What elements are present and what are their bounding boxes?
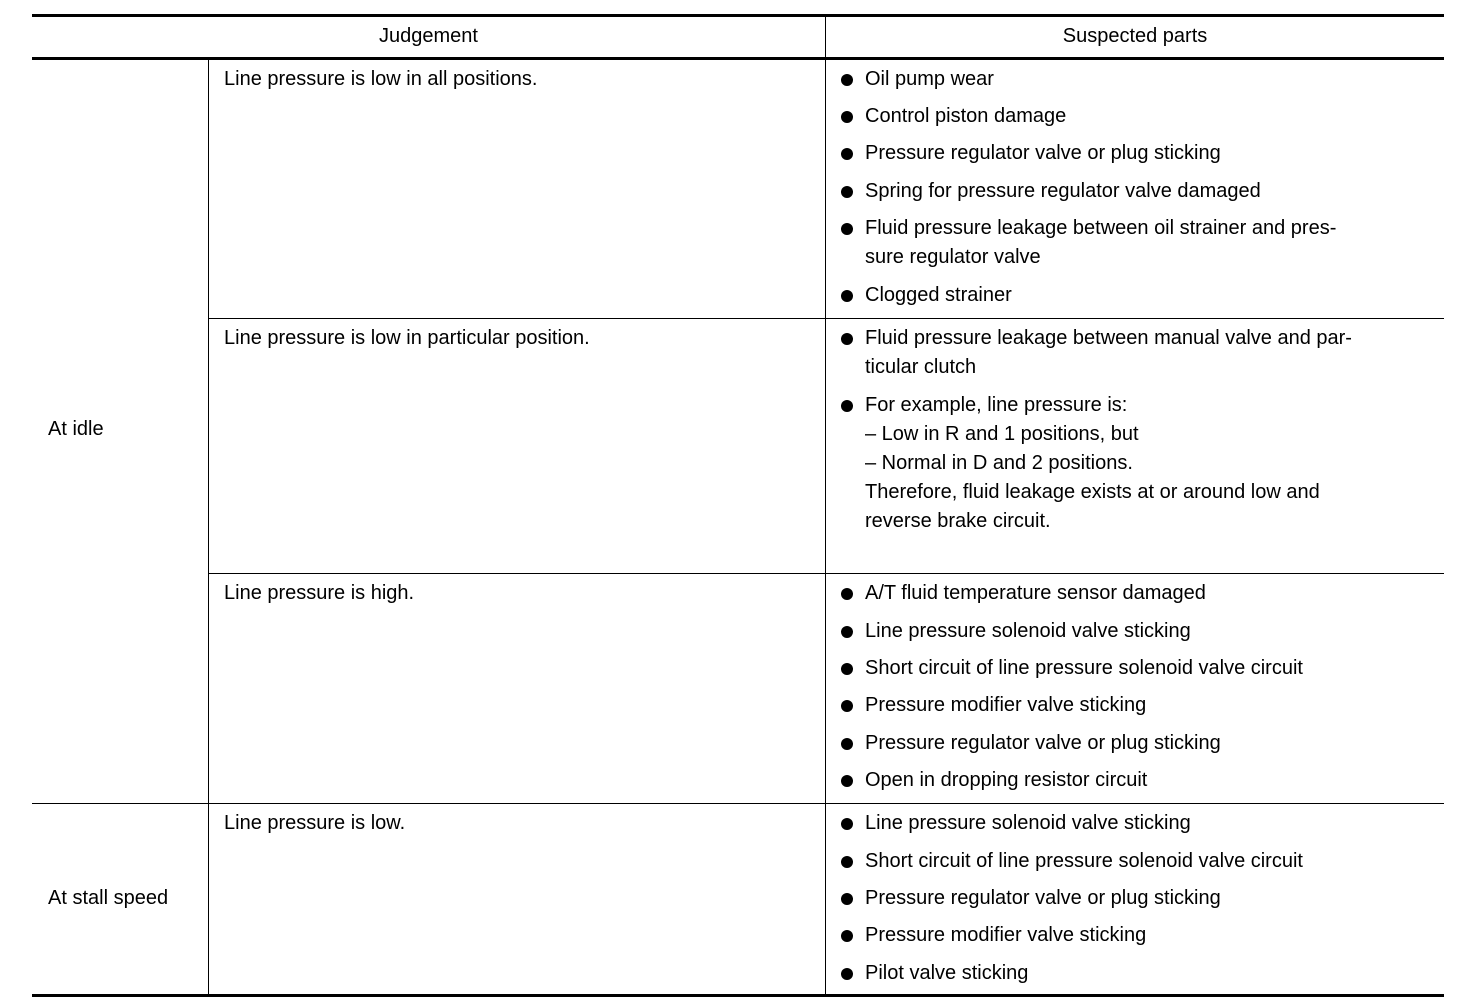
suspected-part-continuation: – Low in R and 1 positions, but: [865, 423, 1139, 445]
suspected-part: Pressure modifier valve sticking: [865, 694, 1147, 716]
judgement-cell: Line pressure is high.: [224, 582, 415, 604]
suspected-part: Line pressure solenoid valve sticking: [865, 620, 1191, 642]
bullet-icon: [841, 893, 853, 905]
bullet-icon: [841, 930, 853, 942]
bullet-icon: [841, 856, 853, 868]
suspected-part: Short circuit of line pressure solenoid valve circuit: [865, 850, 1303, 872]
suspected-part-continuation: Therefore, fluid leakage exists at or around low and: [865, 481, 1320, 503]
bullet-icon: [841, 400, 853, 412]
bullet-icon: [841, 968, 853, 980]
suspected-part: For example, line pressure is:: [865, 394, 1128, 416]
bullet-icon: [841, 333, 853, 345]
suspected-part: Pressure modifier valve sticking: [865, 924, 1147, 946]
suspected-part: Control piston damage: [865, 105, 1067, 127]
suspected-part-continuation: sure regulator valve: [865, 246, 1041, 268]
parts-column-divider: [825, 16, 826, 995]
bullet-icon: [841, 111, 853, 123]
suspected-part: A/T fluid temperature sensor damaged: [865, 582, 1206, 604]
header-suspected-parts: Suspected parts: [1062, 25, 1208, 47]
suspected-part: Line pressure solenoid valve sticking: [865, 812, 1191, 834]
suspected-part: Pressure regulator valve or plug sticking: [865, 732, 1221, 754]
suspected-part: Oil pump wear: [865, 68, 994, 90]
row-divider: [208, 318, 1444, 319]
bullet-icon: [841, 663, 853, 675]
suspected-part-continuation: reverse brake circuit.: [865, 510, 1051, 532]
suspected-part: Short circuit of line pressure solenoid valve circuit: [865, 657, 1303, 679]
bullet-icon: [841, 148, 853, 160]
suspected-part: Open in dropping resistor circuit: [865, 769, 1148, 791]
bullet-icon: [841, 700, 853, 712]
table-bottom-rule: [32, 994, 1444, 997]
suspected-part: Pressure regulator valve or plug sticking: [865, 142, 1221, 164]
row-divider: [208, 573, 1444, 574]
bullet-icon: [841, 626, 853, 638]
bullet-icon: [841, 223, 853, 235]
bullet-icon: [841, 186, 853, 198]
suspected-part: Pilot valve sticking: [865, 962, 1029, 984]
suspected-part: Clogged strainer: [865, 284, 1012, 306]
suspected-part: Fluid pressure leakage between oil strainer and pres-: [865, 217, 1337, 239]
group-divider: [32, 803, 1444, 804]
bullet-icon: [841, 738, 853, 750]
condition-column-divider: [208, 59, 209, 995]
suspected-part: Fluid pressure leakage between manual valve and par-: [865, 327, 1352, 349]
condition-cell: At stall speed: [48, 887, 169, 909]
suspected-part-continuation: – Normal in D and 2 positions.: [865, 452, 1133, 474]
table-top-rule: [32, 14, 1444, 17]
judgement-cell: Line pressure is low.: [224, 812, 406, 834]
suspected-part: Spring for pressure regulator valve damaged: [865, 180, 1261, 202]
suspected-part: Pressure regulator valve or plug sticking: [865, 887, 1221, 909]
header-bottom-rule: [32, 57, 1444, 60]
bullet-icon: [841, 775, 853, 787]
bullet-icon: [841, 74, 853, 86]
bullet-icon: [841, 818, 853, 830]
condition-cell: At idle: [48, 418, 104, 440]
header-judgement: Judgement: [379, 25, 478, 47]
bullet-icon: [841, 290, 853, 302]
judgement-cell: Line pressure is low in particular position.: [224, 327, 590, 349]
judgement-cell: Line pressure is low in all positions.: [224, 68, 538, 90]
suspected-part-continuation: ticular clutch: [865, 356, 977, 378]
bullet-icon: [841, 588, 853, 600]
